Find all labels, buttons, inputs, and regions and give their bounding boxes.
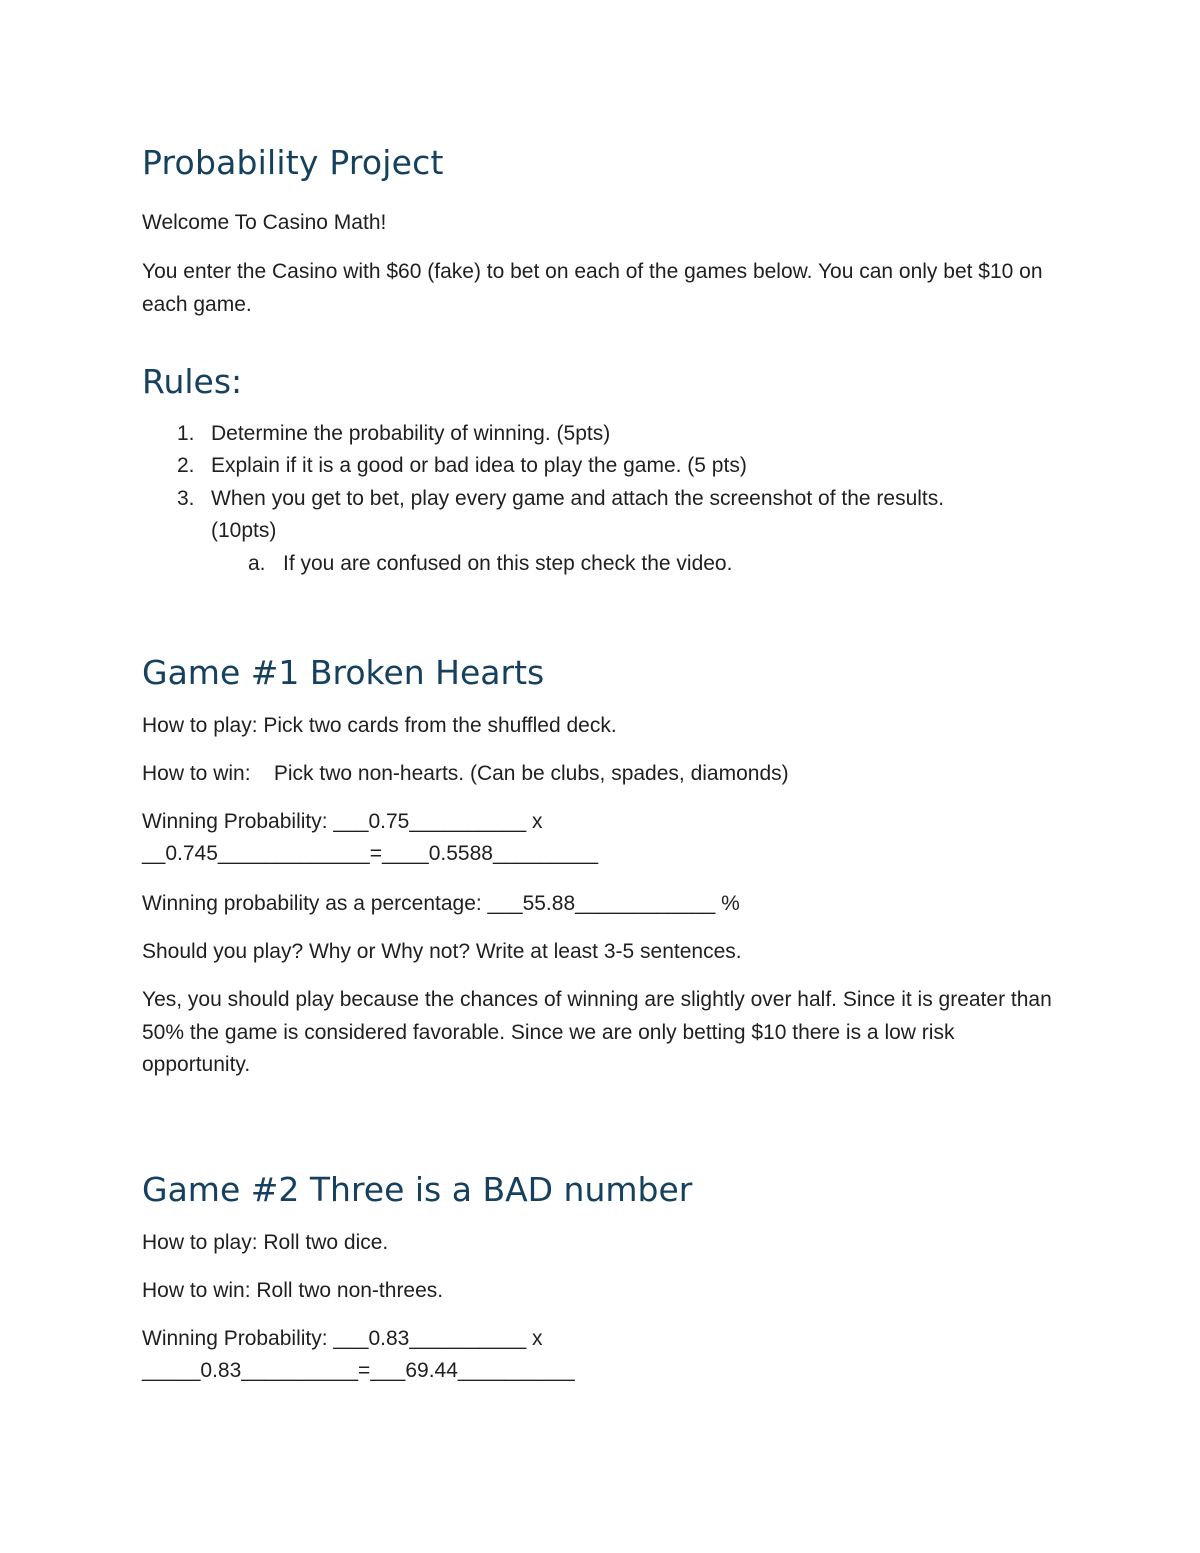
game1-heading: Game #1 Broken Hearts <box>142 653 545 692</box>
list-item-text: When you get to bet, play every game and attach the screenshot of the results. <box>211 487 945 510</box>
rules-heading: Rules: <box>142 362 243 401</box>
intro-description: You enter the Casino with $60 (fake) to bet on each of the games below. You can only bet $10 on each game. <box>142 260 1043 316</box>
game2-how-to-play: How to play: Roll two dice. <box>142 1231 389 1254</box>
list-marker: 3. <box>177 487 195 510</box>
game1-answer: Yes, you should play because the chances of winning are slightly over half. Since it is greater than 50% the game is considered favorable. Since we are only betting $10 there is a low risk opportunity. <box>142 988 1052 1076</box>
list-item-text: Determine the probability of winning. (5pts) <box>211 422 611 445</box>
game1-probability-line-1: Winning Probability: ___0.75__________ x <box>142 810 543 833</box>
game1-how-to-win: How to win: Pick two non-hearts. (Can be clubs, spades, diamonds) <box>142 762 789 785</box>
game2-heading: Game #2 Three is a BAD number <box>142 1170 693 1209</box>
welcome-text: Welcome To Casino Math! <box>142 211 387 234</box>
list-marker: 2. <box>177 454 195 477</box>
list-item-text: Explain if it is a good or bad idea to play the game. (5 pts) <box>211 454 747 477</box>
page-title: Probability Project <box>142 143 444 182</box>
list-item-text: If you are confused on this step check the video. <box>283 552 733 575</box>
game2-how-to-win: How to win: Roll two non-threes. <box>142 1279 444 1302</box>
game2-probability-line-2: _____0.83__________=___69.44__________ <box>142 1359 575 1382</box>
game1-percentage: Winning probability as a percentage: ___55.88____________ % <box>142 892 740 915</box>
game1-question: Should you play? Why or Why not? Write at least 3-5 sentences. <box>142 940 742 963</box>
game1-how-to-play: How to play: Pick two cards from the shuffled deck. <box>142 714 617 737</box>
list-marker: 1. <box>177 422 195 445</box>
game2-probability-line-1: Winning Probability: ___0.83__________ x <box>142 1327 543 1350</box>
game1-probability-line-2: __0.745_____________=____0.5588_________ <box>142 842 599 865</box>
list-marker: a. <box>248 552 266 575</box>
list-item-text: (10pts) <box>211 519 277 542</box>
